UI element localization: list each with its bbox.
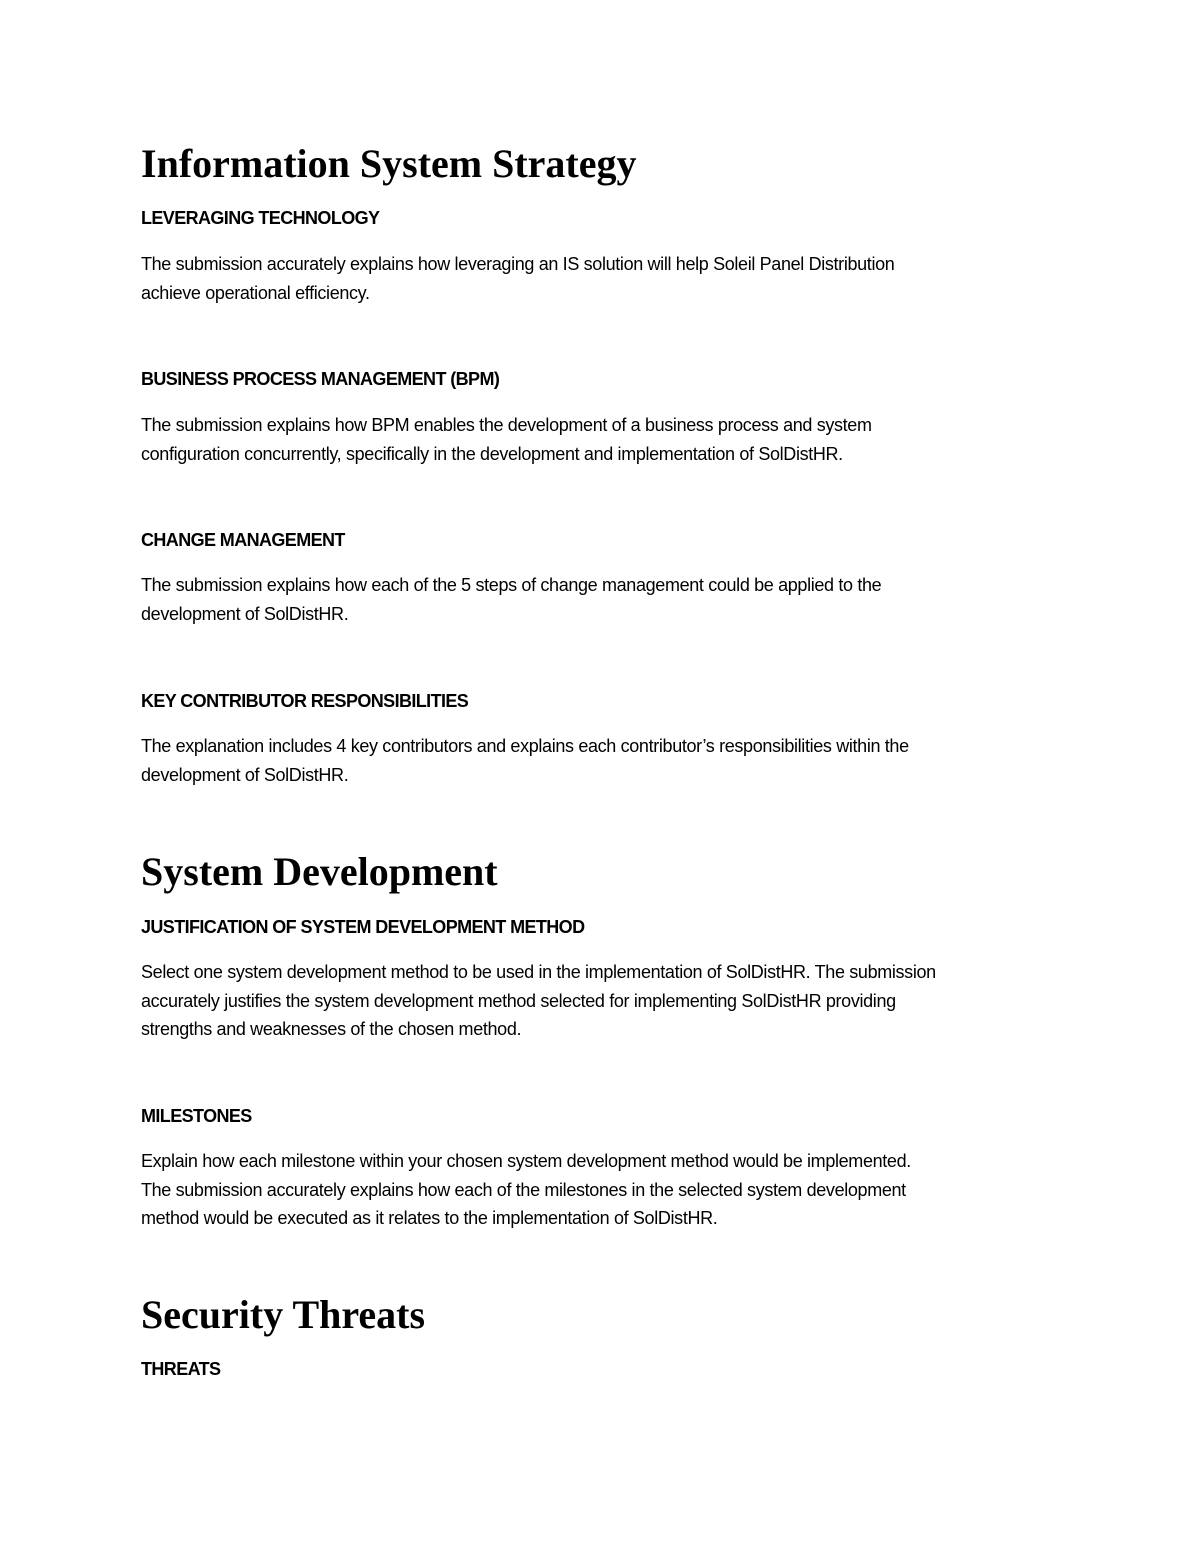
subheading-key-contributor-responsibilities: KEY CONTRIBUTOR RESPONSIBILITIES	[141, 691, 469, 711]
paragraph-line: development of SolDistHR.	[141, 603, 349, 624]
paragraph-line: Select one system development method to be used in the implementation of SolDistHR. The submission	[141, 962, 936, 982]
paragraph-line: achieve operational efficiency.	[141, 282, 370, 303]
paragraph-line: accurately justifies the system development method selected for implementing SolDistHR providing	[141, 990, 896, 1011]
paragraph-line: The submission accurately explains how each of the milestones in the selected system development	[141, 1179, 906, 1200]
subheading-bpm: BUSINESS PROCESS MANAGEMENT (BPM)	[141, 369, 500, 389]
paragraph-line: development of SolDistHR.	[141, 764, 349, 785]
paragraph-line: configuration concurrently, specifically in the development and implementation of SolDistHR.	[141, 443, 843, 464]
paragraph-line: The submission explains how each of the 5 steps of change management could be applied to the	[141, 575, 882, 595]
paragraph-line: method would be executed as it relates to the implementation of SolDistHR.	[141, 1208, 718, 1228]
paragraph-line: strengths and weaknesses of the chosen method.	[141, 1019, 522, 1039]
paragraph-milestones	[141, 1147, 1076, 1233]
section-title-system-development: System Development	[141, 849, 498, 894]
paragraph-line: The submission accurately explains how leveraging an IS solution will help Soleil Panel Distribution	[141, 254, 895, 274]
paragraph-justification	[141, 958, 1076, 1044]
paragraph-line: The explanation includes 4 key contributors and explains each contributor’s responsibilities within the	[141, 736, 909, 756]
subheading-change-management: CHANGE MANAGEMENT	[141, 530, 345, 550]
paragraph-leveraging-technology	[141, 250, 1076, 307]
subheading-justification: JUSTIFICATION OF SYSTEM DEVELOPMENT METHOD	[141, 917, 585, 937]
subheading-leveraging-technology: LEVERAGING TECHNOLOGY	[141, 208, 380, 228]
paragraph-line: The submission explains how BPM enables the development of a business process and system	[141, 415, 872, 435]
paragraph-bpm	[141, 411, 1076, 468]
paragraph-change-management	[141, 571, 1076, 628]
subheading-threats: THREATS	[141, 1359, 221, 1379]
section-title-information-system-strategy: Information System Strategy	[141, 141, 637, 186]
paragraph-line: Explain how each milestone within your chosen system development method would be implemented.	[141, 1151, 911, 1171]
subheading-milestones: MILESTONES	[141, 1106, 252, 1126]
paragraph-key-contributor-responsibilities	[141, 732, 1076, 789]
section-title-security-threats: Security Threats	[141, 1292, 426, 1337]
